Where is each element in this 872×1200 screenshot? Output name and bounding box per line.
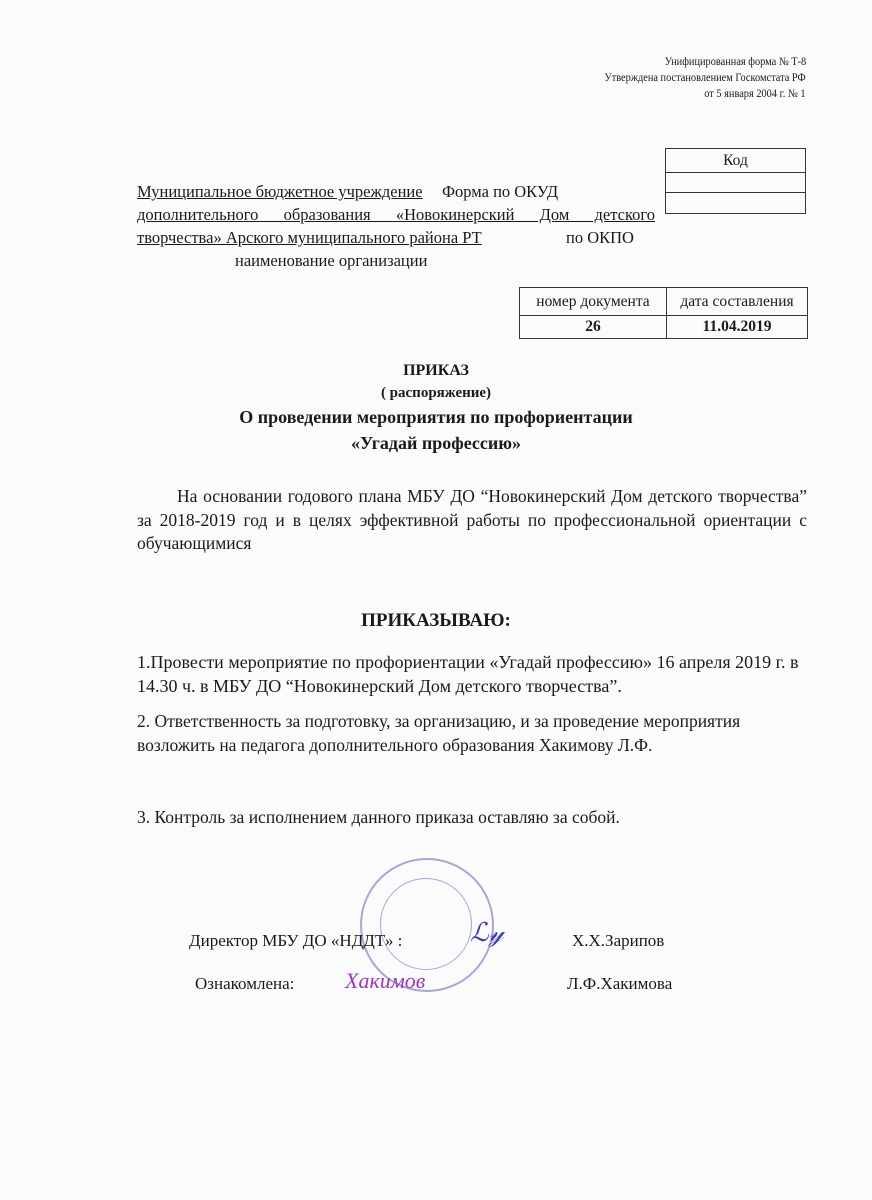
ack-signature: Хакимов [345,968,426,993]
doc-title-event: «Угадай профессию» [350,433,522,453]
form-header-line2: Утверждена постановлением Госкомстата РФ [604,72,806,84]
preamble: На основании годового плана МБУ ДО “Новокинерский Дом детского творчества” за 2018-2019 год и в целях эффективной работы по профессиональной ориентации с обучающимися [137,486,807,553]
okpo-label: по ОКПО [566,228,634,247]
org-name-line3: творчества» Арского муниципального района РТ [137,228,482,247]
okpo-code [666,193,806,214]
doc-type: ПРИКАЗ [403,362,469,379]
code-header: Код [666,149,806,173]
org-name-line1: Муниципальное бюджетное учреждение [137,182,423,201]
director-label: Директор МБУ ДО «НДДТ» : [189,931,403,950]
doc-number-header: номер документа [520,288,667,316]
director-name: Х.Х.Зарипов [572,931,665,950]
order-item-2: 2. Ответственность за подготовку, за организацию, и за проведение мероприятия возложить на педагога дополнительного образования Хакимову Л.Ф. [137,711,741,755]
form-header-line3: от 5 января 2004 г. № 1 [704,88,806,100]
okud-code [666,173,806,193]
code-table [665,148,806,214]
order-heading: ПРИКАЗЫВАЮ: [361,610,511,631]
doc-subtype: ( распоряжение) [380,385,492,401]
doc-number: 26 [520,316,667,339]
doc-table [519,287,808,339]
org-caption: наименование организации [235,251,428,270]
org-name-line2: дополнительного образования «Новокинерский Дом детского [137,205,655,224]
doc-title: О проведении мероприятия по профориентации [239,407,633,427]
okud-label: Форма по ОКУД [442,182,559,201]
doc-date-header: дата составления [667,288,808,316]
ack-label: Ознакомлена: [195,974,295,993]
ack-name: Л.Ф.Хакимова [567,974,673,993]
order-item-3: 3. Контроль за исполнением данного приказа оставляю за собой. [137,807,620,827]
form-header-line1: Унифицированная форма № Т-8 [664,56,806,68]
doc-date: 11.04.2019 [667,316,808,339]
order-item-1: 1.Провести мероприятие по профориентации «Угадай профессию» 16 апреля 2019 г. в 14.30 ч. в МБУ ДО “Новокинерский Дом детского творчества”. [137,652,799,696]
director-signature: ℒ𝓎 [470,918,504,948]
